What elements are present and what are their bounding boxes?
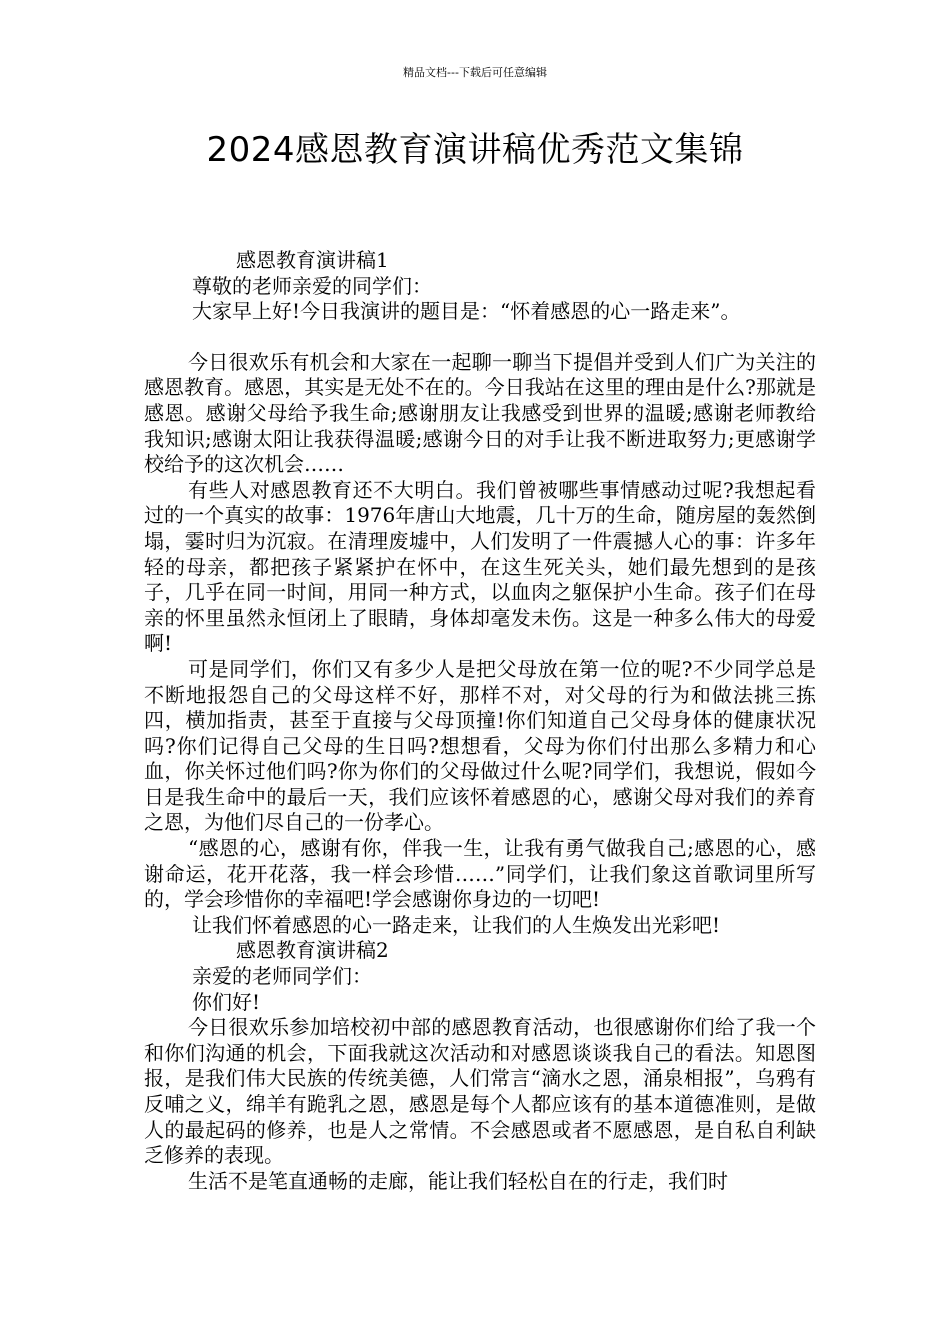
speech2-salutation: 亲爱的老师同学们： (192, 964, 372, 989)
speech1-closing: 让我们怀着感恩的心一路走来，让我们的人生焕发出光彩吧! (192, 912, 721, 937)
speech1-paragraph-2: 有些人对感恩教育还不大明白。我们曾被哪些事情感动过呢?我想起看过的一个真实的故事：1976年唐山大地震，几十万的生命，随房屋的轰然倒塌，霎时归为沉寂。在清理废墟中，人们发明了一件震撼人心的事：许多年轻的母亲，都把孩子紧紧护在怀中，在这生死关头，她们最先想到的是孩子，几乎在同一时间，用同一种方式，以血肉之躯保护小生命。孩子们在母亲的怀里虽然永恒闭上了眼睛，身体却毫发未伤。这是一种多么伟大的母爱啊! (144, 477, 816, 656)
document-body (144, 248, 816, 1194)
speech1-paragraph-1: 今日很欢乐有机会和大家在一起聊一聊当下提倡并受到人们广为关注的感恩教育。感恩，其实是无处不在的。今日我站在这里的理由是什么?那就是感恩。感谢父母给予我生命;感谢朋友让我感受到世界的温暖;感谢老师教给我知识;感谢太阳让我获得温暖;感谢今日的对手让我不断进取努力;更感谢学校给予的这次机会…… (144, 349, 816, 477)
header-note: 精品文档---下载后可任意编辑 (403, 66, 547, 79)
speech2-heading: 感恩教育演讲稿2 (236, 938, 389, 963)
speech2-paragraph-2: 生活不是笔直通畅的走廊，能让我们轻松自在的行走，我们时 (188, 1168, 728, 1193)
speech2-paragraph-1: 今日很欢乐参加培校初中部的感恩教育活动，也很感谢你们给了我一个和你们沟通的机会，下面我就这次活动和对感恩谈谈我自己的看法。知恩图报，是我们伟大民族的传统美德，人们常言“滴水之恩，涌泉相报”，乌鸦有反哺之义，绵羊有跪乳之恩，感恩是每个人都应该有的基本道德准则，是做人的最起码的修养，也是人之常情。不会感恩或者不愿感恩，是自私自利缺乏修养的表现。 (144, 1015, 816, 1168)
speech1-paragraph-3: 可是同学们，你们又有多少人是把父母放在第一位的呢?不少同学总是不断地报怨自己的父母这样不好，那样不对，对父母的行为和做法挑三拣四，横加指责，甚至于直接与父母顶撞!你们知道自己父母身体的健康状况吗?你们记得自己父母的生日吗?想想看，父母为你们付出那么多精力和心血，你关怀过他们吗?你为你们的父母做过什么呢?同学们，我想说，假如今日是我生命中的最后一天，我们应该怀着感恩的心，感谢父母对我们的养育之恩，为他们尽自己的一份孝心。 (144, 656, 816, 835)
document-title: 2024感恩教育演讲稿优秀范文集锦 (206, 130, 744, 170)
speech1-salutation: 尊敬的老师亲爱的同学们： (192, 273, 432, 298)
speech1-heading: 感恩教育演讲稿1 (236, 248, 389, 272)
speech1-opening: 大家早上好!今日我演讲的题目是：“怀着感恩的心一路走来”。 (192, 299, 741, 324)
speech2-greeting: 你们好! (192, 989, 261, 1014)
paragraph-spacer (144, 325, 816, 350)
speech1-paragraph-4: “感恩的心，感谢有你，伴我一生，让我有勇气做我自己;感恩的心，感谢命运，花开花落，我一样会珍惜……”同学们，让我们象这首歌词里所写的，学会珍惜你的幸福吧!学会感谢你身边的一切吧! (144, 836, 816, 912)
